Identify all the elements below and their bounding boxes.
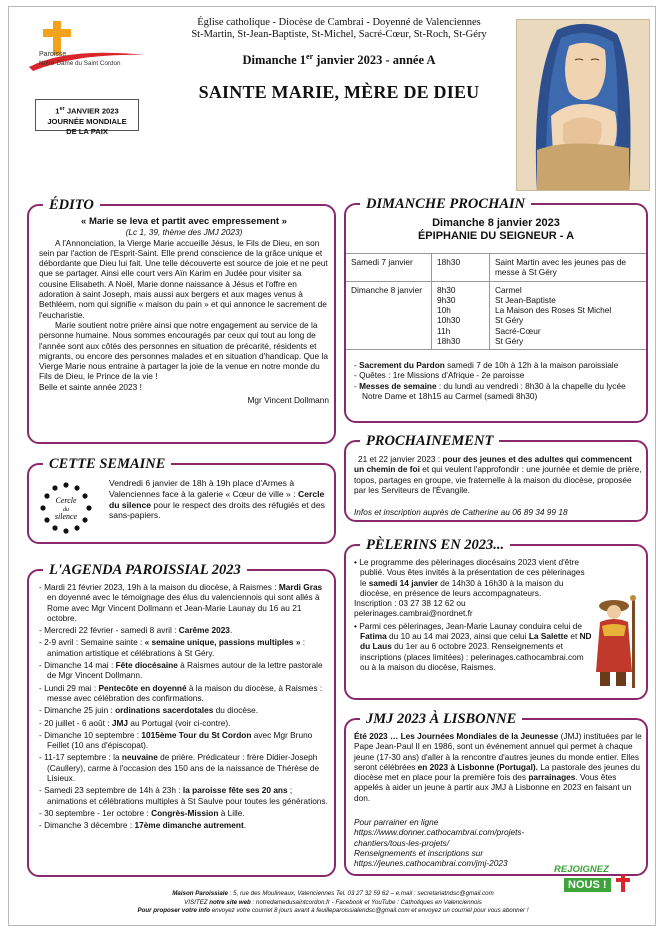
agenda-item: - Dimanche 25 juin : ordinations sacerdotales du diocèse. bbox=[39, 705, 259, 716]
edito-ref: (Lc 1, 39, thème des JMJ 2023) bbox=[125, 227, 243, 238]
svg-text:Cercle: Cercle bbox=[55, 496, 77, 505]
prochainement-text: 21 et 22 janvier 2023 : pour des jeunes et des adultes qui commencent un chemin de foi et qui veulent l'approfondir : une journée et demie de prière, topos, partages en groupe, vie fraternelle à la maison du diocèse, proposée par les Serviteurs de l'Évangile. bbox=[354, 454, 642, 495]
edito-paragraph: A l'Annonciation, la Vierge Marie accueille Jésus, le Fils de Dieu, en son sein par l'action de l'Esprit-Saint. Elle prend conscience de la grâce unique et débordante que Dieu lui fait. Une telle découverte est source de joie et ne peut que se partager. Ainsi elle court vers Aïn Karim en Judée pour visiter sa cousine Elisabeth. A Noël, Marie donne naissance à Jésus et l'offre en adoration à saint Joseph, mais aussi aux bergers et aux mages venus à Bethléem, nom qui signifie « maison du pain » et qui annonce le sacrement de l'eucharistie. bbox=[39, 237, 328, 320]
cette-semaine-title: CETTE SEMAINE bbox=[43, 456, 171, 473]
schedule-times: 18h30 bbox=[432, 254, 490, 281]
jmj-text: Été 2023 … Les Journées Mondiales de la Jeunesse (JMJ) instituées par le Pape Jean-Paul II en 1986, sont un événement annuel qui permet à chaque jeune (17-30 ans) d'aller à la rencontre d'autres jeunes du monde entier. Elles seront célébrées en 2023 à Lisbonne (Portugal). La pastorale des jeunes du diocèse met en place pour la première fois des parrainages. Vous êtes appelés à aider un jeune à partir aux JMJ à Lisbonne en 2023 en faisant un don. bbox=[354, 731, 642, 803]
agenda-list bbox=[39, 582, 331, 833]
header-line2: St-Martin, St-Jean-Baptiste, St-Michel, Sacré-Cœur, St-Roch, St-Géry bbox=[191, 29, 487, 40]
jmj-box bbox=[344, 711, 648, 891]
prochainement-info: Infos et inscription auprès de Catherine au 06 89 34 99 18 bbox=[354, 507, 568, 517]
rejoignez-nous-badge: REJOIGNEZ NOUS ! bbox=[554, 864, 632, 894]
edito-signature: Mgr Vincent Dollmann bbox=[247, 395, 329, 406]
agenda-item: - Dimanche 3 décembre : 17ème dimanche autrement. bbox=[39, 820, 247, 831]
agenda-item: - Mardi 21 février 2023, 19h à la maison du diocèse, à Raismes : Mardi Gras en doyenné avec le témoignage des élus du valenciennois qui sont allés à Rome avec Mgr Vincent Dollmann et Jean-Marie Launay du 16 au 21 octobre. bbox=[39, 582, 323, 623]
parish-logo bbox=[27, 21, 167, 81]
cercle-du-silence-logo bbox=[37, 479, 95, 537]
pelerins-text: • Le programme des pèlerinages diocésains 2023 vient d'être publié. Vous êtes invités à la présentation de ces pèlerinages le samedi 14 janvier de 14h30 à 16h30 à la maison du diocèse, en présence de leurs accompagnateurs. Inscription : 03 27 38 12 62 ou pelerinages.cambrai@nordnet.fr • Parmi ces pèlerinages, Jean-Marie Launay conduira celui de Fatima du 10 au 14 mai 2023, ainsi que celui La Salette et ND du Laus du 1er au 6 octobre 2023. Renseignements et inscriptions (places limitées) : pelerinages.cathocambrai.com ou à la maison du diocèse, Raismes. bbox=[354, 557, 592, 672]
pelerins-box bbox=[344, 537, 648, 700]
agenda-box bbox=[27, 562, 336, 877]
dimanche-prochain-box bbox=[344, 196, 648, 423]
virgin-and-child-image bbox=[516, 19, 650, 191]
edito-title: ÉDITO bbox=[43, 197, 100, 214]
agenda-item: - 2-9 avril : Semaine sainte : « semaine unique, passions multiples » : animation artistique et célébrations à St Géry. bbox=[39, 637, 306, 658]
edito-quote: « Marie se leva et partit avec empressement » bbox=[81, 216, 287, 227]
dimanche-notes bbox=[354, 360, 644, 401]
agenda-item: - Mercredi 22 février - samedi 8 avril : Carême 2023. bbox=[39, 625, 233, 636]
schedule-day: Dimanche 8 janvier bbox=[346, 282, 432, 350]
agenda-item: - 30 septembre - 1er octobre : Congrès-Mission à Lille. bbox=[39, 807, 245, 818]
dimanche-note: - Quêtes : 1re Missions d'Afrique - 2e paroisse bbox=[354, 370, 525, 381]
agenda-item: - Samedi 23 septembre de 14h à 23h : la paroisse fête ses 20 ans ; animations et célébrations multiples à St Saulve pour toutes les générations. bbox=[39, 785, 328, 806]
newsletter-page bbox=[8, 6, 656, 926]
logo-line2: Notre-Dame du Saint Cordon bbox=[39, 60, 121, 67]
dimanche-feast: ÉPIPHANIE DU SEIGNEUR - A bbox=[417, 230, 575, 242]
edito-box bbox=[27, 197, 336, 444]
footer: Maison Paroissiale : 5, rue des Moulineaux, Valenciennes Tel. 03 27 32 59 62 – e.mail : secretariatndsc@gmail.com VISITEZ notre site web : notredamedusaintcordon.fr - Facebook et YouTube : Catholiques en Valenciennois Pour proposer votre info envoyez votre courriel 8 jours avant à feuilleparoissialendsc@gmail.com et envoyez un courriel pour vous abonner ! bbox=[137, 890, 529, 915]
pilgrim-illustration bbox=[592, 592, 644, 690]
schedule-row bbox=[346, 254, 646, 281]
agenda-item: - Dimanche 10 septembre : 1015ème Tour du St Cordon avec Mgr Bruno Feillet (10 ans d'épiscopat). bbox=[39, 729, 313, 751]
edito-paragraph: Belle et sainte année 2023 ! bbox=[39, 381, 142, 392]
header-line1: Église catholique - Diocèse de Cambrai - Doyenné de Valenciennes bbox=[197, 17, 481, 28]
journee-label: 1er JANVIER 2023 JOURNÉE MONDIALE DE LA PAIX bbox=[35, 99, 139, 131]
schedule-places: Carmel St Jean-Baptiste La Maison des Roses St Michel St Géry Sacré-Cœur St Géry bbox=[495, 284, 612, 347]
jmj-donation-link[interactable]: https://www.donner.cathocambrai.com/projets-chantiers/tous-les-projets/ bbox=[354, 827, 525, 848]
agenda-item: - Lundi 29 mai : Pentecôte en doyenné à la maison du diocèse, à Raismes : messe avec célébration des confirmations. bbox=[39, 682, 323, 703]
schedule-row bbox=[346, 281, 646, 350]
svg-text:du: du bbox=[63, 507, 69, 513]
schedule-day: Samedi 7 janvier bbox=[346, 254, 432, 281]
agenda-title: L'AGENDA PAROISSIAL 2023 bbox=[43, 562, 247, 579]
logo-line1: Paroisse bbox=[39, 51, 67, 58]
dimanche-date: Dimanche 8 janvier 2023 bbox=[432, 217, 560, 229]
prochainement-box bbox=[344, 433, 648, 522]
dimanche-prochain-title: DIMANCHE PROCHAIN bbox=[360, 196, 531, 213]
header-date: Dimanche 1er janvier 2023 - année A bbox=[242, 52, 436, 68]
jmj-links: Pour parrainer en ligne https://www.donner.cathocambrai.com/projets-chantiers/tous-les-projets/ Renseignements et inscriptions sur https://jeunes.cathocambrai.com/jmj-2023 bbox=[354, 817, 554, 868]
cette-semaine-text: Vendredi 6 janvier de 18h à 19h place d'Armes à Valenciennes face à la galerie « Cœur de ville » : Cercle du silence pour le respect des droits des réfugiés et des sans-papiers. bbox=[109, 478, 325, 521]
edito-paragraph: Marie soutient notre prière ainsi que notre engagement au service de la personne humaine. Nous sommes encouragés par ceux qui tout au long de l'année sont aux côtés des personnes en situation de précarité, résidents et migrants, ou encore des personnes malades et en situation d'handicap. Que la Vierge Marie nous entraine à partager la joie de la venue en notre monde du Fils de Dieu, le Prince de la vie ! bbox=[39, 319, 328, 382]
jmj-info-link[interactable]: https://jeunes.cathocambrai.com/jmj-2023 bbox=[354, 858, 508, 869]
page-title: SAINTE MARIE, MÈRE DE DIEU bbox=[198, 82, 480, 102]
cette-semaine-box bbox=[27, 456, 336, 544]
dimanche-note: - Sacrement du Pardon samedi 7 de 10h à 12h à la maison paroissiale bbox=[354, 360, 619, 370]
svg-text:silence: silence bbox=[54, 512, 78, 521]
schedule-times: 8h30 9h30 10h 10h30 11h 18h30 bbox=[432, 282, 490, 350]
jmj-title: JMJ 2023 À LISBONNE bbox=[360, 711, 522, 728]
schedule-places: Saint Martin avec les jeunes pas de messe à St Géry bbox=[495, 257, 626, 278]
agenda-item: - 20 juillet - 6 août : JMJ au Portugal (voir ci-contre). bbox=[39, 717, 231, 728]
agenda-item: - 11-17 septembre : la neuvaine de prière. Prédicateur : frère Didier-Joseph (Caullery), carme à l'occasion des 150 ans de la naissance de Thérèse de Lisieux. bbox=[39, 752, 320, 784]
mass-schedule-table bbox=[346, 253, 646, 350]
agenda-item: - Dimanche 14 mai : Fête diocésaine à Raismes autour de la lettre pastorale de Mgr Vincent Dollmann. bbox=[39, 660, 323, 681]
pelerins-title: PÈLERINS EN 2023... bbox=[360, 537, 510, 554]
dimanche-note: - Messes de semaine : du lundi au vendredi : 8h30 à la chapelle du lycée Notre Dame et 18h15 au Carmel (samedi 8h30) bbox=[354, 380, 626, 401]
prochainement-title: PROCHAINEMENT bbox=[360, 433, 499, 450]
swoosh-icon bbox=[27, 43, 147, 73]
